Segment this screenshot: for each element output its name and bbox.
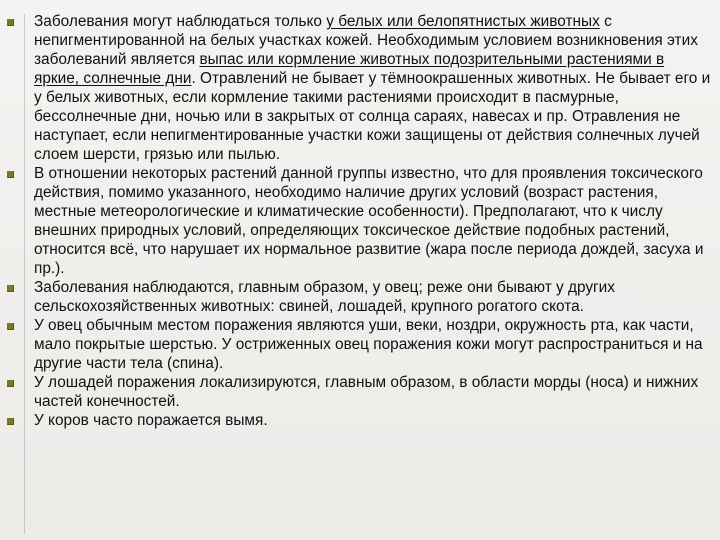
bullet-item [0, 164, 720, 278]
bullet-item [0, 316, 720, 373]
bullet-item [0, 12, 720, 164]
underlined-text-segment: выпас или кормление животных подозрительными растениями в яркие, солнечные дни [34, 51, 665, 87]
bullet-item [0, 373, 720, 411]
text-segment: . Отравлений не бывает у тёмноокрашенных животных. Не бывает его и у белых животных, если кормление такими растениями происходит в пасмурные, бессолнечные дни, ночью или в закрытых от солнца сараях, навесах и пр. Отравления не наступает, если непигментированные участки кожи защищены от действия солнечных лучей слоем шерсти, грязью или пылью. [34, 70, 711, 163]
bullet-text: В отношении некоторых растений данной группы известно, что для проявления токсического действия, помимо указанного, необходимо наличие других условий (возраст растения, местные метеорологические и климатические особенности). Предполагают, что к числу внешних природных условий, определяющих токсическое действие подобных растений, относится всё, что нарушает их нормальное развитие (жара после периода дождей, засуха и пр.). [34, 165, 704, 277]
bullet-list [0, 12, 720, 430]
square-bullet-icon [7, 285, 14, 292]
text-segment: Заболевания могут наблюдаться только [34, 13, 327, 30]
text-segment: с непигментированной на белых участках кожей. Необходимым условием возникновения этих заболеваний является [34, 13, 698, 68]
bullet-item [0, 411, 720, 430]
square-bullet-icon [7, 418, 14, 425]
square-bullet-icon [7, 171, 14, 178]
square-bullet-icon [7, 323, 14, 330]
bullet-text: У коров часто поражается вымя. [34, 412, 268, 429]
bullet-text: У овец обычным местом поражения являются уши, веки, ноздри, окружность рта, как части, мало покрытые шерстью. У остриженных овец поражения кожи могут распространиться и на другие части тела (спина). [34, 317, 703, 372]
bullet-item [0, 278, 720, 316]
bullet-text: У лошадей поражения локализируются, главным образом, в области морды (носа) и нижних частей конечностей. [34, 374, 699, 410]
square-bullet-icon [7, 380, 14, 387]
square-bullet-icon [7, 19, 14, 26]
bullet-text [34, 13, 710, 163]
underlined-text-segment: у белых или белопятнистых животных [326, 13, 600, 30]
bullet-text: Заболевания наблюдаются, главным образом, у овец; реже они бывают у других сельскохозяйственных животных: свиней, лошадей, крупного рогатого скота. [34, 279, 615, 315]
